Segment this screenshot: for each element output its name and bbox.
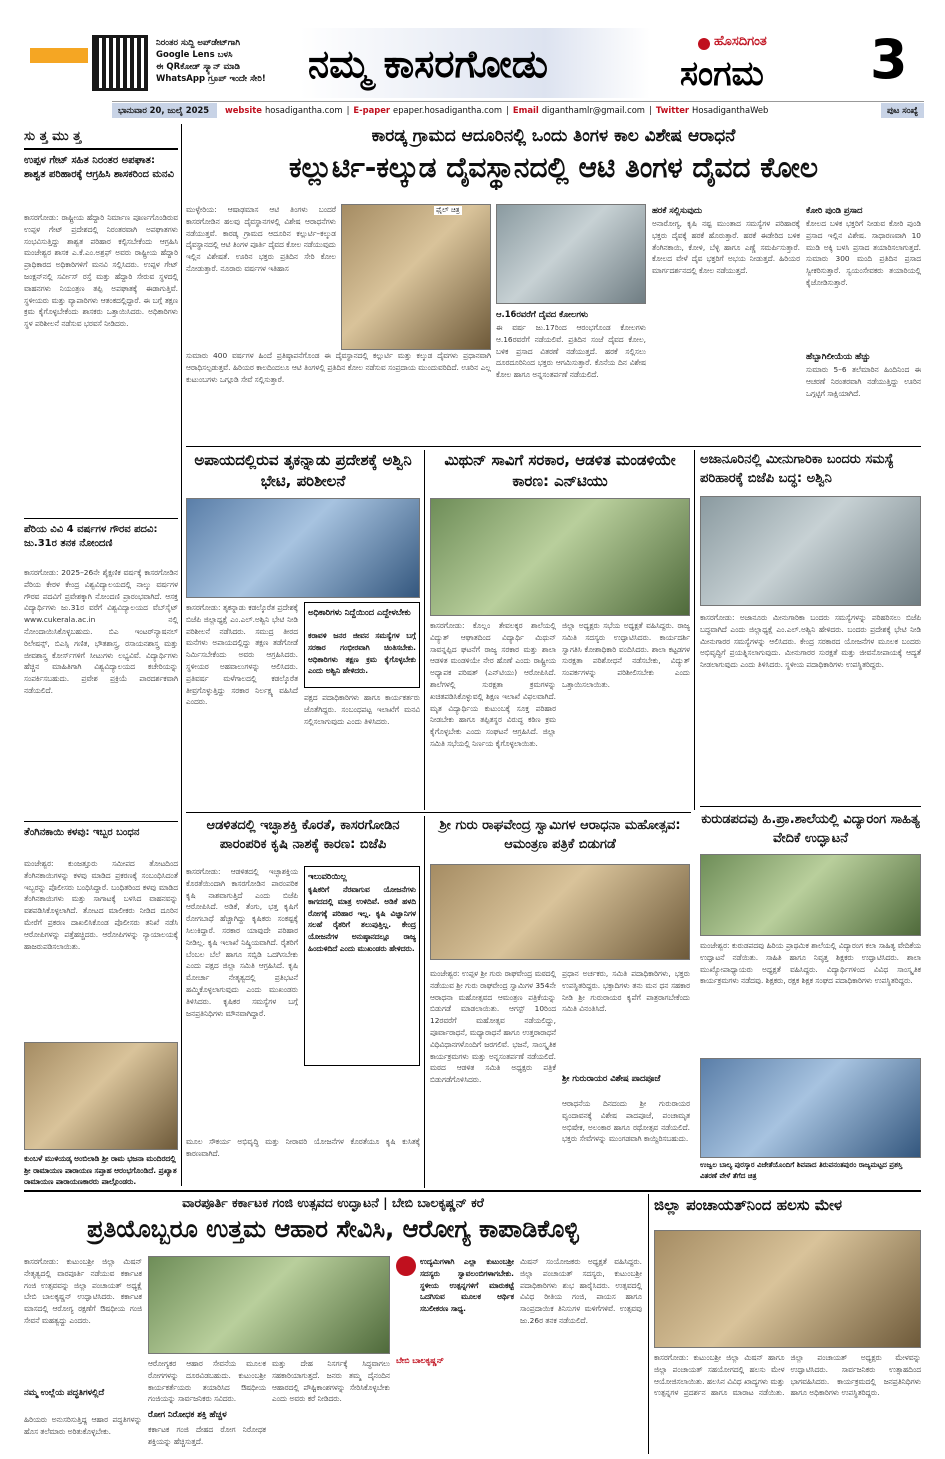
story-heading: ಕುರುಡಪದವು ಹಿ.ಪ್ರಾ.ಶಾಲೆಯಲ್ಲಿ ವಿದ್ಯಾರಂಗ ಸಾಹಿತ್ಯ ವೇದಿಕೆ ಉದ್ಘಾಟನೆ [701,812,920,846]
quote-box [396,1256,514,1376]
story-mithun [430,450,690,810]
quote-text: ಉದ್ಯಮಿಗಳಾಗಿ ಎಲ್ಲಾ ಕುಟುಂಬಶ್ರೀ ಸದಸ್ಯರು ಸ್ವಾವಲಂಬಿಗಳಾಗಬೇಕು. ಸ್ಥಳೀಯ ಉತ್ಪನ್ನಗಳಿಗೆ ಮಾರುಕಟ್ಟೆ ಒದಗಿಸುವ ಮೂಲಕ ಆರ್ಥಿಕ ಸಬಲೀಕರಣ ಸಾಧ್ಯ. [420,1257,514,1314]
left-column [24,124,178,1186]
section-brand: ಸು ತ್ತ ಮು ತ್ತ [24,124,178,150]
story-body: ಪಕ್ಷದ ಪದಾಧಿಕಾರಿಗಳು ಹಾಗೂ ಕಾರ್ಯಕರ್ತರು ಜೊತೆಗಿದ್ದರು. ಸಂಬಂಧಪಟ್ಟ ಇಲಾಖೆಗೆ ಮನವಿ ಸಲ್ಲಿಸಲಾಗುವುದು ಎಂದು ತಿಳಿಸಿದರು. [304,693,420,726]
story-body: ಕಾಸರಗೋಡು: ತೃಕನ್ನಾಡು ಕಡಲ್ಕೊರೆತ ಪ್ರದೇಶಕ್ಕೆ ಬಿಜೆಪಿ ಜಿಲ್ಲಾಧ್ಯಕ್ಷೆ ಎಂ.ಎಲ್.ಅಶ್ವಿನಿ ಭೇಟಿ ನೀಡಿ ಪರಿಶೀಲನೆ ನಡೆಸಿದರು. ಸಮುದ್ರ ತೀರದ ಮನೆಗಳು ಅಪಾಯದಲ್ಲಿದ್ದು ತಕ್ಷಣ ತಡೆಗೋಡೆ ನಿರ್ಮಿಸಬೇಕೆಂದು ಅವರು ಆಗ್ರಹಿಸಿದರು. ಸ್ಥಳೀಯರ ಅಹವಾಲುಗಳನ್ನು ಆಲಿಸಿದರು. ಪ್ರತಿವರ್ಷ ಮಳೆಗಾಲದಲ್ಲಿ ಕಡಲ್ಕೊರೆತ ತೀವ್ರಗೊಳ್ಳುತ್ತಿದ್ದು ಸರಕಾರ ನಿರ್ಲಕ್ಷ್ಯ ವಹಿಸಿದೆ ಎಂದರು. [186,603,298,707]
qr-caption [156,37,306,85]
bottom-headline: ಪ್ರತಿಯೊಬ್ಬರೂ ಉತ್ತಮ ಆಹಾರ ಸೇವಿಸಿ, ಆರೋಗ್ಯ ಕಾಪಾಡಿಕೊಳ್ಳಿ [87,1215,579,1243]
kudumbashree-logo-icon [396,1256,416,1276]
story-body: ಕಾಸರಗೋಡು: ಕೊಲ್ಲಂ ತೇವಲಕ್ಕರ ಶಾಲೆಯಲ್ಲಿ ವಿದ್ಯುತ್ ಆಘಾತದಿಂದ ವಿದ್ಯಾರ್ಥಿ ಮಿಥುನ್ ಸಾವನ್ನಪ್ಪಿದ ಘಟನೆಗೆ ರಾಜ್ಯ ಸರಕಾರ ಮತ್ತು ಶಾಲಾ ಆಡಳಿತ ಮಂಡಳಿಯೇ ನೇರ ಹೊಣೆ ಎಂದು ರಾಷ್ಟ್ರೀಯ ಅಧ್ಯಾಪಕ ಪರಿಷತ್ (ಎನ್‌ಟಿಯು) ಆರೋಪಿಸಿದೆ. ಶಾಲೆಗಳಲ್ಲಿ ಸುರಕ್ಷತಾ ಕ್ರಮಗಳನ್ನು ಖಚಿತಪಡಿಸಿಕೊಳ್ಳುವಲ್ಲಿ ಶಿಕ್ಷಣ ಇಲಾಖೆ ವಿಫಲವಾಗಿದೆ. ಮೃತ ವಿದ್ಯಾರ್ಥಿಯ ಕುಟುಂಬಕ್ಕೆ ಸೂಕ್ತ ಪರಿಹಾರ ನೀಡಬೇಕು ಹಾಗೂ ತಪ್ಪಿತಸ್ಥರ ವಿರುದ್ಧ ಕಠಿಣ ಕ್ರಮ ಕೈಗೊಳ್ಳಬೇಕು ಎಂದು ಸಂಘಟನೆ ಆಗ್ರಹಿಸಿದೆ. ಜಿಲ್ಲಾ ಸಮಿತಿ ಸಭೆಯಲ್ಲಿ ನಿರ್ಣಯ ಕೈಗೊಳ್ಳಲಾಯಿತು. [430,621,556,748]
release-photo [430,864,690,960]
story-body: ಮೂಲ ಸೌಕರ್ಯ ಅಭಿವೃದ್ಧಿ ಮತ್ತು ನೀರಾವರಿ ಯೋಜನೆಗಳ ಕೊರತೆಯೂ ಕೃಷಿ ಕುಸಿತಕ್ಕೆ ಕಾರಣವಾಗಿದೆ. [186,1137,420,1158]
lead-subhead: ಕೋರಿ ಪುಂಡಿ ಪ್ರಸಾದ [806,205,863,215]
photo-caption: ಉಜ್ವಲ ಬಾಲ್ಯ ಪುರಸ್ಕಾರ ವಿಜೇತೆಯೊಂದಿಗೆ ಶಿವಪಾದ ತಿರುವನಂತಪುರಂ ರಾಜ್ಯಮಟ್ಟದ ಪ್ರಶಸ್ತಿ ವಿತರಣೆ ವೇಳೆ ತೆಗೆದ ಚಿತ್ರ [700,1161,903,1180]
story-body: ಕಾಸರಗೋಡು: ಕುಟುಂಬಶ್ರೀ ಜಿಲ್ಲಾ ಮಿಷನ್ ಹಾಗೂ ಜಿಲ್ಲಾ ಪಂಚಾಯತ್ ಸಹಯೋಗದಲ್ಲಿ ಹಲಸು ಮೇಳ ಆಯೋಜಿಸಲಾಯಿತು. ಹಲಸಿನ ವಿವಿಧ ಖಾದ್ಯಗಳು ಮತ್ತು ಉತ್ಪನ್ನಗಳ ಪ್ರದರ್ಶನ ಹಾಗೂ ಮಾರಾಟ ನಡೆಯಿತು. ಜಿಲ್ಲಾ ಪಂಚಾಯತ್ ಅಧ್ಯಕ್ಷರು ಮೇಳವನ್ನು ಉದ್ಘಾಟಿಸಿದರು. ಸಾರ್ವಜನಿಕರು ಉತ್ಸಾಹದಿಂದ ಭಾಗವಹಿಸಿದರು. ಕಾರ್ಯಕ್ರಮದಲ್ಲಿ ಜನಪ್ರತಿನಿಧಿಗಳು ಹಾಗೂ ಅಧಿಕಾರಿಗಳು ಉಪಸ್ಥಿತರಿದ್ದರು. [654,1353,921,1398]
lead-story [186,124,921,446]
lead-headline: ಕಲ್ಲುರ್ಟಿ-ಕಲ್ಕುಡ ದೈವಸ್ಥಾನದಲ್ಲಿ ಆಟಿ ತಿಂಗಳ ದೈವದ ಕೋಲ [288,151,819,184]
story-tkannadu [186,450,420,810]
lead-kicker: ಕಾರಡ್ಕ ಗ್ರಾಮದ ಆದೂರಿನಲ್ಲಿ ಒಂದು ತಿಂಗಳ ಕಾಲ ವಿಶೇಷ ಆರಾಧನೆ [371,126,736,146]
story-body: ಮಂಜೇಶ್ವರ: ಕುರುಡಪದವು ಹಿರಿಯ ಪ್ರಾಥಮಿಕ ಶಾಲೆಯಲ್ಲಿ ವಿದ್ಯಾರಂಗ ಕಲಾ ಸಾಹಿತ್ಯ ವೇದಿಕೆಯ ಉದ್ಘಾಟನೆ ನಡೆಯಿತು. ಸಾಹಿತಿ ಹಾಗೂ ನಿವೃತ್ತ ಶಿಕ್ಷಕರು ಉದ್ಘಾಟಿಸಿದರು. ಶಾಲಾ ಮುಖ್ಯೋಪಾಧ್ಯಾಯರು ಅಧ್ಯಕ್ಷತೆ ವಹಿಸಿದ್ದರು. ವಿದ್ಯಾರ್ಥಿಗಳಿಂದ ವಿವಿಧ ಸಾಂಸ್ಕೃತಿಕ ಕಾರ್ಯಕ್ರಮಗಳು ನಡೆದವು. ಶಿಕ್ಷಕರು, ರಕ್ಷಕ ಶಿಕ್ಷಕ ಸಂಘದ ಪದಾಧಿಕಾರಿಗಳು ಉಪಸ್ಥಿತರಿದ್ದರು. [700,941,921,986]
story-jackfruit [654,1194,921,1454]
story-body: ಕಾಸರಗೋಡು: ಕುಟುಂಬಶ್ರೀ ಜಿಲ್ಲಾ ಮಿಷನ್ ನೇತೃತ್ವದಲ್ಲಿ ವಾರಪೂರ್ತಿ ನಡೆಯುವ ಕರ್ಕಾಟಕ ಗಂಜಿ ಉತ್ಸವವನ್ನು ಜಿಲ್ಲಾ ಪಂಚಾಯತ್ ಅಧ್ಯಕ್ಷೆ ಬೇಬಿ ಬಾಲಕೃಷ್ಣನ್ ಉದ್ಘಾಟಿಸಿದರು. ಕರ್ಕಾಟಕ ಮಾಸದಲ್ಲಿ ಆರೋಗ್ಯ ರಕ್ಷಣೆಗೆ ಔಷಧೀಯ ಗಂಜಿ ಸೇವನೆ ಮಹತ್ವದ್ದು ಎಂದರು. [24,1257,142,1325]
story-body: ಆರೋಗ್ಯಕರ ಆಹಾರ ಸೇವನೆಯ ಮೂಲಕ ರೋಗಗಳನ್ನು ದೂರವಿಡಬಹುದು. ಕುಟುಂಬಶ್ರೀ ಕಾರ್ಯಕರ್ತೆಯರು ತಯಾರಿಸಿದ ಔಷಧೀಯ ಗಂಜಿಯನ್ನು ಸಾರ್ವಜನಿಕರು ಸವಿದರು. [148,1359,266,1404]
twitter-label: Twitter [655,105,690,115]
page-title: ನಮ್ಮ ಕಾಸರಗೋಡು [308,42,549,86]
award-photo [700,1058,921,1158]
story-body: ಕಾಸರಗೋಡು: ರಾಷ್ಟ್ರೀಯ ಹೆದ್ದಾರಿ ನಿರ್ಮಾಣ ಪೂರ್ಣಗೊಂಡಿರುವ ಉಪ್ಪಳ ಗೇಟ್ ಪ್ರದೇಶದಲ್ಲಿ ನಿರಂತರವಾಗಿ ಅಪಘಾತಗಳು ಸಂಭವಿಸುತ್ತಿದ್ದು ಶಾಶ್ವತ ಪರಿಹಾರ ಕಲ್ಪಿಸಬೇಕೆಂದು ಆಗ್ರಹಿಸಿ ಮಂಜೇಶ್ವರ ಶಾಸಕ ಎ.ಕೆ.ಎಂ.ಅಶ್ರಫ್ ಅವರು ರಾಷ್ಟ್ರೀಯ ಹೆದ್ದಾರಿ ಪ್ರಾಧಿಕಾರದ ಅಧಿಕಾರಿಗಳಿಗೆ ಮನವಿ ಸಲ್ಲಿಸಿದರು. ಉಪ್ಪಳ ಗೇಟ್ ಜಂಕ್ಷನ್‌ನಲ್ಲಿ ಸರ್ವೀಸ್ ರಸ್ತೆ ಮತ್ತು ಹೆದ್ದಾರಿ ಸೇರುವ ಸ್ಥಳದಲ್ಲಿ ವಾಹನಗಳು ನಿಯಂತ್ರಣ ತಪ್ಪಿ ಅಪಘಾತಕ್ಕೆ ಈಡಾಗುತ್ತಿವೆ. ಸ್ಥಳೀಯರು ಮತ್ತು ವ್ಯಾಪಾರಿಗಳು ಆತಂಕದಲ್ಲಿದ್ದಾರೆ. ಈ ಬಗ್ಗೆ ತಕ್ಷಣ ಕ್ರಮ ಕೈಗೊಳ್ಳಬೇಕೆಂದು ಶಾಸಕರು ಒತ್ತಾಯಿಸಿದರು. ಅಧಿಕಾರಿಗಳು ಸ್ಥಳ ಪರಿಶೀಲನೆ ನಡೆಸುವ ಭರವಸೆ ನೀಡಿದರು. [24,213,178,329]
story-body: ಕಾಸರಗೋಡು: ಅಜಾನೂರು ಮೀನುಗಾರಿಕಾ ಬಂದರು ಸಮಸ್ಯೆಗಳನ್ನು ಪರಿಹರಿಸಲು ಬಿಜೆಪಿ ಬದ್ಧವಾಗಿದೆ ಎಂದು ಜಿಲ್ಲಾಧ್ಯಕ್ಷೆ ಎಂ.ಎಲ್.ಅಶ್ವಿನಿ ಹೇಳಿದರು. ಬಂದರು ಪ್ರದೇಶಕ್ಕೆ ಭೇಟಿ ನೀಡಿ ಮೀನುಗಾರರ ಸಮಸ್ಯೆಗಳನ್ನು ಆಲಿಸಿದರು. ಕೇಂದ್ರ ಸರಕಾರದ ಯೋಜನೆಗಳ ಮೂಲಕ ಬಂದರು ಅಭಿವೃದ್ಧಿಗೆ ಪ್ರಯತ್ನಿಸಲಾಗುವುದು. ಮೀನುಗಾರರ ಸುರಕ್ಷತೆ ಮತ್ತು ಜೀವನೋಪಾಯಕ್ಕೆ ಆದ್ಯತೆ ನೀಡಲಾಗುವುದು ಎಂದು ತಿಳಿಸಿದರು. ಸ್ಥಳೀಯ ಪದಾಧಿಕಾರಿಗಳು ಉಪಸ್ಥಿತರಿದ್ದರು. [700,613,921,670]
lead-col-5: ಕೋಲದ ಬಳಿಕ ಭಕ್ತರಿಗೆ ನೀಡುವ ಕೋರಿ ಪುಂಡಿ ಪ್ರಸಾದ ಇಲ್ಲಿನ ವಿಶೇಷ. ಸಾಧಾರಣವಾಗಿ 10 ಮುಡಿ ಅಕ್ಕಿ ಬಳಸಿ ಪ್ರಸಾದ ತಯಾರಿಸಲಾಗುತ್ತದೆ. ಸುಮಾರು 300 ಮಂದಿ ಪ್ರತಿದಿನ ಪ್ರಸಾದ ಸ್ವೀಕರಿಸುತ್ತಾರೆ. ಸ್ವಯಂಸೇವಕರು ತಯಾರಿಯಲ್ಲಿ ಕೈಜೋಡಿಸುತ್ತಾರೆ. [806,219,921,287]
box-body: ಕರಾವಳಿ ಜನರ ಜೀವನ ಸಮಸ್ಯೆಗಳ ಬಗ್ಗೆ ಸರಕಾರ ಗಂಭೀರವಾಗಿ ಚಿಂತಿಸಬೇಕು. ಅಧಿಕಾರಿಗಳು ತಕ್ಷಣ ಕ್ರಮ ಕೈಗೊಳ್ಳಬೇಕು ಎಂದು ಅಶ್ವಿನಿ ಹೇಳಿದರು. [308,631,416,676]
photo-tag: ಫೈಲ್ ಚಿತ್ರ [436,206,460,214]
qr-code[interactable] [92,35,148,91]
page-number: 3 [870,28,908,91]
story-body: ಕರ್ಕಾಟಕ ಗಂಜಿ ದೇಹದ ರೋಗ ನಿರೋಧಕ ಶಕ್ತಿಯನ್ನು ಹೆಚ್ಚಿಸುತ್ತದೆ. [148,1425,266,1446]
brand-big: ಸಂಗಮ [680,54,764,94]
meeting-photo [430,498,690,616]
qr-line: ಈ QRಕೋಡ್ ಸ್ಕ್ಯಾನ್ ಮಾಡಿ [156,62,240,72]
story-ajanur [700,450,921,805]
quote-author: ಬೇಬಿ ಬಾಲಕೃಷ್ಣನ್ [396,1356,444,1365]
story-body: ಆರಾಧನೆಯ ದಿನದಂದು ಶ್ರೀ ಗುರುರಾಯರ ವೃಂದಾವನಕ್ಕೆ ವಿಶೇಷ ಪಾದಪೂಜೆ, ಪಂಚಾಮೃತ ಅಭಿಷೇಕ, ಅಲಂಕಾರ ಹಾಗೂ ರಥೋತ್ಸವ ನಡೆಯಲಿದೆ. ಭಕ್ತರು ಸೇವೆಗಳನ್ನು ಮುಂಗಡವಾಗಿ ಕಾಯ್ದಿರಿಸಬಹುದು. [562,1099,690,1144]
story-subhead: ನಮ್ಮ ಉಲ್ಲೆಯ ಪದ್ಧತಿಗಳಲ್ಲಿದೆ [24,1387,105,1397]
website-label: website [225,105,262,115]
epaper-link[interactable]: epaper.hosadigantha.com [393,105,503,115]
story-heading: ತೆಂಗಿನಕಾಯಿ ಕಳವು: ಇಬ್ಬರ ಬಂಧನ [24,827,140,838]
story-body: ಮಂಜೇಶ್ವರ: ಕುಂಜತ್ತೂರು ಸಮೀಪದ ತೋಟದಿಂದ ತೆಂಗಿನಕಾಯಿಗಳನ್ನು ಕಳವು ಮಾಡಿದ ಪ್ರಕರಣಕ್ಕೆ ಸಂಬಂಧಿಸಿದಂತೆ ಇಬ್ಬರನ್ನು ಪೊಲೀಸರು ಬಂಧಿಸಿದ್ದಾರೆ. ಬಂಧಿತರಿಂದ ಕಳವು ಮಾಡಿದ ತೆಂಗಿನಕಾಯಿಗಳು ಮತ್ತು ಸಾಗಾಟಕ್ಕೆ ಬಳಸಿದ ವಾಹನವನ್ನು ವಶಪಡಿಸಿಕೊಳ್ಳಲಾಗಿದೆ. ತೋಟದ ಮಾಲೀಕರು ನೀಡಿದ ದೂರಿನ ಮೇರೆಗೆ ಪ್ರಕರಣ ದಾಖಲಿಸಿಕೊಂಡ ಪೊಲೀಸರು ತನಿಖೆ ನಡೆಸಿ ಆರೋಪಿಗಳನ್ನು ಪತ್ತೆಹಚ್ಚಿದರು. ಆರೋಪಿಗಳನ್ನು ನ್ಯಾಯಾಲಯಕ್ಕೆ ಹಾಜರುಪಡಿಸಲಾಯಿತು. [24,859,178,951]
photo-caption: ಕುಂಬಳೆ ಮುಳಿಯಡ್ಕ ಅಂಬಿಲಾಡಿ ಶ್ರೀ ರಾಮ ಭಜನಾ ಮಂದಿರದಲ್ಲಿ ಶ್ರೀ ರಾಮಾಯಣ ಪಾರಾಯಣ ಸಪ್ತಾಹ ಆರಂಭಗೊಂಡಿದೆ. ಪ್ರಖ್ಯಾತ ರಾಮಾಯಣ ಪಾರಾಯಣಕಾರರು ಪಾಲ್ಗೊಂಡರು. [24,1154,177,1186]
story-heading: ಮಿಥುನ್ ಸಾವಿಗೆ ಸರಕಾರ, ಆಡಳಿತ ಮಂಡಳಿಯೇ ಕಾರಣ: ಎನ್‌ಟಿಯು [444,451,676,490]
box-body: ಕೃಷಿಕರಿಗೆ ನೆರವಾಗುವ ಯೋಜನೆಗಳು ಕಾಗದದಲ್ಲಿ ಮಾತ್ರ ಉಳಿದಿವೆ. ಅಡಿಕೆ ಹಳದಿ ರೋಗಕ್ಕೆ ಪರಿಹಾರ ಇಲ್ಲ. ಕೃಷಿ ವಿಜ್ಞಾನಿಗಳ ಸಲಹೆ ರೈತರಿಗೆ ತಲುಪುತ್ತಿಲ್ಲ. ಕೇಂದ್ರ ಯೋಜನೆಗಳ ಅನುಷ್ಠಾನದಲ್ಲೂ ರಾಜ್ಯ ಹಿಂದುಳಿದಿದೆ ಎಂದು ಮುಖಂಡರು ಹೇಳಿದರು. [308,885,416,953]
lead-col-2: ಸುಮಾರು 400 ವರ್ಷಗಳ ಹಿಂದೆ ಪ್ರತಿಷ್ಠಾಪನೆಗೊಂಡ ಈ ದೈವಸ್ಥಾನದಲ್ಲಿ ಕಲ್ಲುರ್ಟಿ ಮತ್ತು ಕಲ್ಕುಡ ದೈವಗಳು ಪ್ರಧಾನವಾಗಿ ಆರಾಧಿಸಲ್ಪಡುತ್ತವೆ. ಹಿರಿಯರ ಕಾಲದಿಂದಲೂ ಆಟಿ ತಿಂಗಳಲ್ಲಿ ಪ್ರತಿದಿನ ಕೋಲ ನಡೆಸುವ ಸಂಪ್ರದಾಯ ಮುಂದುವರಿದಿದೆ. ಊರಿನ ಎಲ್ಲ ಕುಟುಂಬಗಳು ಒಗ್ಗೂಡಿ ಸೇವೆ ಸಲ್ಲಿಸುತ್ತಾರೆ. [186,351,491,384]
seashore-photo [186,498,420,598]
theyyam-photo [341,204,491,350]
story-heading: ಜಿಲ್ಲಾ ಪಂಚಾಯತ್‌ನಿಂದ ಹಲಸು ಮೇಳ [654,1196,843,1214]
story-heading: ಅಪಾಯದಲ್ಲಿರುವ ತೃಕನ್ನಾಡು ಪ್ರದೇಶಕ್ಕೆ ಅಶ್ವಿನಿ ಭೇಟಿ, ಪರಿಶೀಲನೆ [194,451,412,490]
pages-label: ಪುಟ ಸಂಖ್ಯೆ [881,103,924,118]
bottom-kicker: ವಾರಪೂರ್ತಿ ಕರ್ಕಾಟಕ ಗಂಜಿ ಉತ್ಸವದ ಉದ್ಘಾಟನೆ | ಬೇಬಿ ಬಾಲಕೃಷ್ಣನ್ ಕರೆ [182,1195,484,1210]
info-strip: ಭಾನುವಾರ 20, ಜುಲೈ 2025 website hosadigantha.com | E-paper epaper.hosadigantha.com | Email diganthamlr@gmail.com | Twitter HosadiganthaWeb ಪುಟ ಸಂಖ್ಯೆ [112,101,924,118]
story-heading: ಶ್ರೀ ಗುರು ರಾಘವೇಂದ್ರ ಸ್ವಾಮಿಗಳ ಆರಾಧನಾ ಮಹೋತ್ಸವ: ಆಮಂತ್ರಣ ಪತ್ರಿಕೆ ಬಿಡುಗಡೆ [439,818,681,852]
lead-subhead: ಆ.16ರವರೆಗೆ ದೈವದ ಕೋಲಗಳು [496,309,589,319]
school-photo [700,854,921,936]
story-bjp-agri [186,816,420,1186]
qr-line: ನಿರಂತರ ಸುದ್ದಿ ಅಪ್‌ಡೇಟ್‌ಗಾಗಿ [156,38,240,48]
story-body: ಮಂಜೇಶ್ವರ: ಉಪ್ಪಳ ಶ್ರೀ ಗುರು ರಾಘವೇಂದ್ರ ಮಠದಲ್ಲಿ ನಡೆಯುವ ಶ್ರೀ ಗುರು ರಾಘವೇಂದ್ರ ಸ್ವಾಮಿಗಳ 354ನೇ ಆರಾಧನಾ ಮಹೋತ್ಸವದ ಆಮಂತ್ರಣ ಪತ್ರಿಕೆಯನ್ನು ಬಿಡುಗಡೆ ಮಾಡಲಾಯಿತು. ಆಗಸ್ಟ್ 10ರಿಂದ 12ರವರೆಗೆ ಮಹೋತ್ಸವ ನಡೆಯಲಿದ್ದು, ಪೂರ್ವಾರಾಧನೆ, ಮಧ್ಯಾರಾಧನೆ ಹಾಗೂ ಉತ್ತರಾರಾಧನೆ ವಿಧಿವಿಧಾನಗಳೊಂದಿಗೆ ಜರಗಲಿವೆ. ಭಜನೆ, ಸಾಂಸ್ಕೃತಿಕ ಕಾರ್ಯಕ್ರಮಗಳು ಮತ್ತು ಅನ್ನಸಂತರ್ಪಣೆ ನಡೆಯಲಿದೆ. ಮಠದ ಆಡಳಿತ ಸಮಿತಿ ಅಧ್ಯಕ್ಷರು ಪತ್ರಿಕೆ ಬಿಡುಗಡೆಗೊಳಿಸಿದರು. [430,969,556,1085]
story-body: ಪ್ರಧಾನ ಅರ್ಚಕರು, ಸಮಿತಿ ಪದಾಧಿಕಾರಿಗಳು, ಭಕ್ತರು ಉಪಸ್ಥಿತರಿದ್ದರು. ಭಕ್ತಾದಿಗಳು ತನು ಮನ ಧನ ಸಹಕಾರ ನೀಡಿ ಶ್ರೀ ಗುರುರಾಯರ ಕೃಪೆಗೆ ಪಾತ್ರರಾಗಬೇಕೆಂದು ಸಮಿತಿ ವಿನಂತಿಸಿದೆ. [562,969,690,1014]
story-ganji [24,1194,642,1454]
lead-subhead: ಹರಕೆ ಸಲ್ಲಿಸುವುದು [652,205,703,215]
website-link[interactable]: hosadigantha.com [264,105,343,115]
fair-photo [654,1230,921,1348]
story-heading: ಅಜಾನೂರಿನಲ್ಲಿ ಮೀನುಗಾರಿಕಾ ಬಂದರು ಸಮಸ್ಯೆ ಪರಿಹಾರಕ್ಕೆ ಬಿಜೆಪಿ ಬದ್ಧ: ಅಶ್ವಿನಿ [700,452,894,486]
story-body: ಮಿಷನ್ ಸಂಯೋಜಕರು ಅಧ್ಯಕ್ಷತೆ ವಹಿಸಿದ್ದರು. ಜಿಲ್ಲಾ ಪಂಚಾಯತ್ ಸದಸ್ಯರು, ಕುಟುಂಬಶ್ರೀ ಪದಾಧಿಕಾರಿಗಳು ಶುಭ ಹಾರೈಸಿದರು. ಉತ್ಸವದಲ್ಲಿ ವಿವಿಧ ರೀತಿಯ ಗಂಜಿ, ಪಾಯಸ ಹಾಗೂ ಸಾಂಪ್ರದಾಯಿಕ ತಿನಿಸುಗಳ ಮಳಿಗೆಗಳಿವೆ. ಉತ್ಸವವು ಜು.26ರ ತನಕ ನಡೆಯಲಿದೆ. [520,1257,642,1325]
harbour-photo [700,496,921,606]
orange-accent-bar [30,48,88,63]
qr-line: WhatsApp ಗ್ರೂಪ್ ಇಂದೇ ಸೇರಿ! [156,74,266,84]
email-link[interactable]: diganthamlr@gmail.com [541,105,645,115]
box-heading: ಇಲುವರಿಯಿಲ್ಲ [308,871,347,881]
box-heading: ಅಧಿಕಾರಿಗಳು ನಿದ್ದೆಯಿಂದ ಎದ್ದೇಳಬೇಕು [308,607,411,617]
story-body: ಜಿಲ್ಲಾ ಅಧ್ಯಕ್ಷರು ಸಭೆಯ ಅಧ್ಯಕ್ಷತೆ ವಹಿಸಿದ್ದರು. ರಾಜ್ಯ ಸಮಿತಿ ಸದಸ್ಯರು ಉದ್ಘಾಟಿಸಿದರು. ಕಾರ್ಯದರ್ಶಿ ಸ್ವಾಗತಿಸಿ ಕೋಶಾಧಿಕಾರಿ ವಂದಿಸಿದರು. ಶಾಲಾ ಕಟ್ಟಡಗಳ ಸುರಕ್ಷತಾ ಪರಿಶೋಧನೆ ನಡೆಸಬೇಕು, ವಿದ್ಯುತ್ ಸಂಪರ್ಕಗಳನ್ನು ಪರಿಶೀಲಿಸಬೇಕು ಎಂದು ಒತ್ತಾಯಿಸಲಾಯಿತು. [562,621,690,689]
highlight-box [304,866,420,1066]
story-heading: ಉಪ್ಪಳ ಗೇಟ್ ಸಹಿತ ನಿರಂತರ ಅಪಘಾತ: ಶಾಶ್ವತ ಪರಿಹಾರಕ್ಕೆ ಆಗ್ರಹಿಸಿ ಶಾಸಕರಿಂದ ಮನವಿ [24,155,174,180]
story-body: ಕಾಸರಗೋಡು: ಆಡಳಿತದಲ್ಲಿ ಇಚ್ಛಾಶಕ್ತಿಯ ಕೊರತೆಯಿಂದಾಗಿ ಕಾಸರಗೋಡಿನ ಪಾರಂಪರಿಕ ಕೃಷಿ ನಾಶವಾಗುತ್ತಿದೆ ಎಂದು ಬಿಜೆಪಿ ಆರೋಪಿಸಿದೆ. ಅಡಿಕೆ, ತೆಂಗು, ಭತ್ತ ಕೃಷಿಗೆ ರೋಗಬಾಧೆ ಹೆಚ್ಚಾಗಿದ್ದು ಕೃಷಿಕರು ಸಂಕಷ್ಟಕ್ಕೆ ಸಿಲುಕಿದ್ದಾರೆ. ಸರಕಾರ ಯಾವುದೇ ಪರಿಹಾರ ನೀಡಿಲ್ಲ. ಕೃಷಿ ಇಲಾಖೆ ನಿಷ್ಕ್ರಿಯವಾಗಿದೆ. ರೈತರಿಗೆ ಬೆಂಬಲ ಬೆಲೆ ಹಾಗೂ ಸಬ್ಸಿಡಿ ಒದಗಿಸಬೇಕು ಎಂದು ಪಕ್ಷದ ಜಿಲ್ಲಾ ಸಮಿತಿ ಆಗ್ರಹಿಸಿದೆ. ಕೃಷಿ ಮೋರ್ಚಾ ನೇತೃತ್ವದಲ್ಲಿ ಪ್ರತಿಭಟನೆ ಹಮ್ಮಿಕೊಳ್ಳಲಾಗುವುದು ಎಂದು ಮುಖಂಡರು ತಿಳಿಸಿದರು. ಕೃಷಿಕರ ಸಮಸ್ಯೆಗಳ ಬಗ್ಗೆ ಜನಪ್ರತಿನಿಧಿಗಳು ಮೌನವಾಗಿದ್ದಾರೆ. [186,867,298,1018]
brand-small: ಹೊಸದಿಗಂತ [714,34,767,49]
masthead [0,0,945,118]
story-heading: ಆಡಳಿತದಲ್ಲಿ ಇಚ್ಛಾಶಕ್ತಿ ಕೊರತೆ, ಕಾಸರಗೋಡಿನ ಪಾರಂಪರಿಕ ಕೃಷಿ ನಾಶಕ್ಕೆ ಕಾರಣ: ಬಿಜೆಪಿ [206,818,400,852]
lead-subhead: ಹೆಬ್ಬಾಗಿಲೀಯೆಯ ಹೆಚ್ಚು [806,351,871,361]
issue-date: ಭಾನುವಾರ 20, ಜುಲೈ 2025 [112,103,217,118]
epaper-label: E-paper [353,105,391,115]
lead-col-3: ಈ ವರ್ಷ ಜು.17ರಿಂದ ಆರಂಭಗೊಂಡ ಕೋಲಗಳು ಆ.16ರವರೆಗೆ ನಡೆಯಲಿವೆ. ಪ್ರತಿದಿನ ಸಂಜೆ ದೈವದ ಕೋಲ, ಬಳಿಕ ಪ್ರಸಾದ ವಿತರಣೆ ನಡೆಯುತ್ತದೆ. ಹರಕೆ ಸಲ್ಲಿಸಲು ದೂರದೂರಿನಿಂದ ಭಕ್ತರು ಆಗಮಿಸುತ್ತಾರೆ. ಕೊನೆಯ ದಿನ ವಿಶೇಷ ಕೋಲ ಹಾಗೂ ಅನ್ನಸಂತರ್ಪಣೆ ನಡೆಯಲಿದೆ. [496,323,646,380]
twitter-link[interactable]: HosadiganthaWeb [692,105,769,115]
story-body: ಕಾಸರಗೋಡು: 2025–26ನೇ ಶೈಕ್ಷಣಿಕ ವರ್ಷಕ್ಕೆ ಕಾಸರಗೋಡಿನ ಪೆರಿಯ ಕೇರಳ ಕೇಂದ್ರ ವಿಶ್ವವಿದ್ಯಾಲಯದಲ್ಲಿ ನಾಲ್ಕು ವರ್ಷಗಳ ಗೌರವ ಪದವಿಗೆ ಪ್ರವೇಶಕ್ಕಾಗಿ ನೋಂದಣಿ ಪ್ರಾರಂಭವಾಗಿದೆ. ಆಸಕ್ತ ವಿದ್ಯಾರ್ಥಿಗಳು ಜು.31ರ ವರೆಗೆ ವಿಶ್ವವಿದ್ಯಾಲಯದ ವೆಬ್‌ಸೈಟ್ www.cukerala.ac.in ನಲ್ಲಿ ನೋಂದಾಯಿಸಿಕೊಳ್ಳಬಹುದು. ಬಿಎ ಇಂಟರ್‌ನ್ಯಾಷನಲ್ ರಿಲೇಷನ್ಸ್, ಬಿಎಸ್ಸಿ ಗಣಿತ, ಭೌತಶಾಸ್ತ್ರ, ರಸಾಯನಶಾಸ್ತ್ರ ಮತ್ತು ಜೀವಶಾಸ್ತ್ರ ಕೋರ್ಸ್‌ಗಳಿಗೆ ಸೀಟುಗಳು ಲಭ್ಯವಿವೆ. ವಿದ್ಯಾರ್ಥಿಗಳು ಹೆಚ್ಚಿನ ಮಾಹಿತಿಗಾಗಿ ವಿಶ್ವವಿದ್ಯಾಲಯದ ಕಚೇರಿಯನ್ನು ಸಂಪರ್ಕಿಸಬಹುದು. ಪ್ರವೇಶ ಪ್ರಕ್ರಿಯೆ ಪಾರದರ್ಶಕವಾಗಿ ನಡೆಯಲಿದೆ. [24,568,178,695]
story-body: ಹಿರಿಯರು ಅನುಸರಿಸುತ್ತಿದ್ದ ಆಹಾರ ಪದ್ಧತಿಗಳನ್ನು ಹೊಸ ತಲೆಮಾರು ಅರಿತುಕೊಳ್ಳಬೇಕು. [24,1415,142,1436]
event-photo [24,1042,178,1150]
qr-line: Google Lens ಬಳಸಿ [156,50,233,60]
inauguration-photo [148,1256,390,1354]
lead-col-1: ಮುಳ್ಳೇರಿಯ: ಆಷಾಢಮಾಸ ಆಟಿ ತಿಂಗಳು ಬಂದರೆ ಕಾಸರಗೋಡಿನ ಹಲವು ದೈವಸ್ಥಾನಗಳಲ್ಲಿ ವಿಶೇಷ ಆರಾಧನೆಗಳು ನಡೆಯುತ್ತವೆ. ಕಾರಡ್ಕ ಗ್ರಾಮದ ಆದೂರಿನ ಕಲ್ಲುರ್ಟಿ–ಕಲ್ಕುಡ ದೈವಸ್ಥಾನದಲ್ಲಿ ಆಟಿ ತಿಂಗಳ ಪೂರ್ತಿ ದೈವದ ಕೋಲ ನಡೆಯುವುದು ಇಲ್ಲಿನ ವಿಶೇಷತೆ. ಊರಿನ ಭಕ್ತರು ಪ್ರತಿದಿನ ಸೇರಿ ಕೋಲ ನೋಡುತ್ತಾರೆ. ನೂರಾರು ವರ್ಷಗಳ ಇತಿಹಾಸ [186,205,336,273]
email-label: Email [512,105,539,115]
lead-col-6: ಸುಮಾರು 5–6 ತಲೆಮಾರಿನ ಹಿಂದಿನಿಂದ ಈ ಆಚರಣೆ ನಿರಂತರವಾಗಿ ನಡೆಯುತ್ತಿದ್ದು ಊರಿನ ಒಗ್ಗಟ್ಟಿಗೆ ಸಾಕ್ಷಿಯಾಗಿದೆ. [806,365,921,398]
lead-col-4: ಅನಾರೋಗ್ಯ, ಕೃಷಿ ನಷ್ಟ ಮುಂತಾದ ಸಮಸ್ಯೆಗಳ ಪರಿಹಾರಕ್ಕೆ ಭಕ್ತರು ದೈವಕ್ಕೆ ಹರಕೆ ಹೊರುತ್ತಾರೆ. ಹರಕೆ ಈಡೇರಿದ ಬಳಿಕ ತೆಂಗಿನಕಾಯಿ, ಕೋಳಿ, ಬೆಳ್ಳಿ ಹಾಗೂ ಎಣ್ಣೆ ಸಮರ್ಪಿಸುತ್ತಾರೆ. ಕೋಲದ ವೇಳೆ ದೈವ ಭಕ್ತರಿಗೆ ಅಭಯ ನೀಡುತ್ತದೆ. ಹಿರಿಯರ ಮಾರ್ಗದರ್ಶನದಲ್ಲಿ ಕೋಲ ನಡೆಯುತ್ತದೆ. [652,219,800,276]
story-body: ಮತ್ತು ದೇಹ ನಿಸರ್ಗಕ್ಕೆ ಸಿದ್ಧವಾಗಲು ಸಹಕಾರಿಯಾಗುತ್ತದೆ. ಜನರು ತಮ್ಮ ದೈನಂದಿನ ಆಹಾರದಲ್ಲಿ ಪೌಷ್ಟಿಕಾಂಶಗಳನ್ನು ಸೇರಿಸಿಕೊಳ್ಳಬೇಕು ಎಂದು ಅವರು ಕರೆ ನೀಡಿದರು. [272,1359,390,1404]
story-heading: ಪೆರಿಯ ವಿವಿ 4 ವರ್ಷಗಳ ಗೌರವ ಪದವಿ: ಜು.31ರ ತನಕ ನೋಂದಣಿ [24,524,158,549]
story-raghavendra [430,816,690,1188]
story-subhead: ಶ್ರೀ ಗುರುರಾಯರ ವಿಶೇಷ ಪಾದಪೂಜೆ [562,1073,661,1083]
highlight-box [304,602,420,688]
brand-logo-icon [698,38,710,50]
story-subhead: ರೋಗ ನಿರೋಧಕ ಶಕ್ತಿ ಹೆಚ್ಚಳ [148,1409,227,1419]
ritual-photo [496,204,646,304]
story-kurudapadavu [700,810,921,1188]
